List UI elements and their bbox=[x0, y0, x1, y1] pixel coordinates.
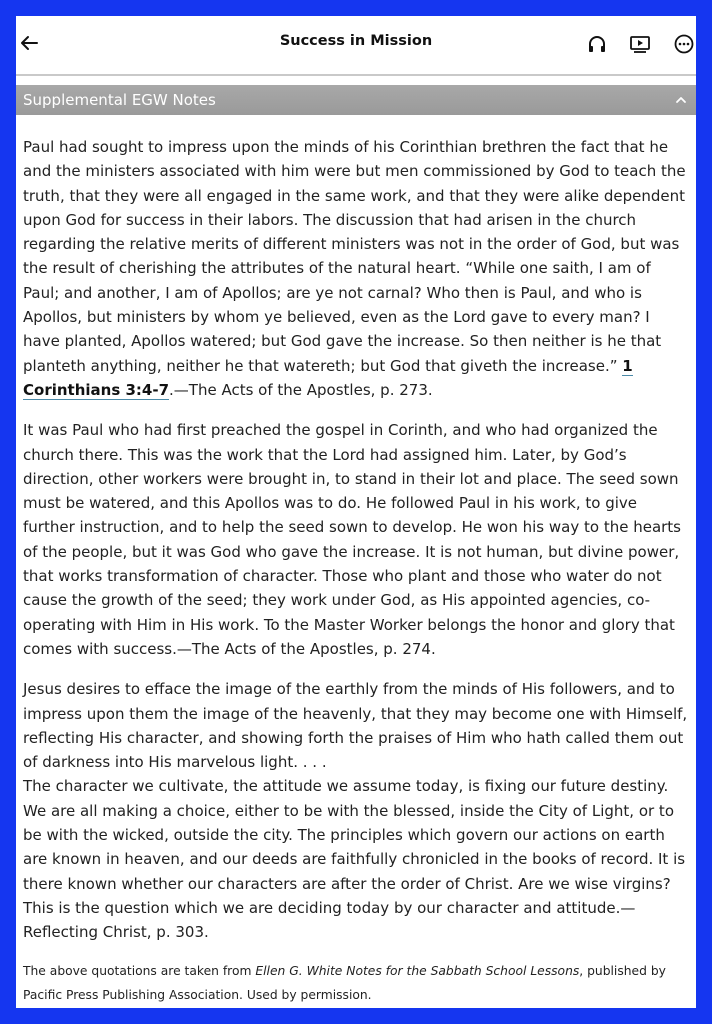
footer-text: , published by Pacific Press Publishing Association. Used by permission. bbox=[23, 963, 666, 1002]
paragraph bbox=[23, 135, 688, 402]
section-header[interactable] bbox=[16, 85, 696, 115]
paragraph: It was Paul who had first preached the gospel in Corinth, and who had organized the church there. This was the work that the Lord had assigned him. Later, by God’s direction, other workers were brought in, to stand in their lot and place. The seed sown must be watered, and this Apollos was to do. He followed Paul in his work, to give further instruction, and to help the seed sown to develop. He won his way to the hearts of the people, but it was God who gave the increase. It is not human, but divine power, that works transformation of character. Those who plant and those who water do not cause the growth of the seed; they work under God, as His appointed agencies, co-operating with Him in His work. To the Master Worker belongs the honor and glory that comes with success.—The Acts of the Apostles, p. 274. bbox=[23, 421, 682, 658]
play-video-icon[interactable] bbox=[629, 33, 651, 55]
paragraph bbox=[23, 677, 688, 944]
chevron-up-icon[interactable] bbox=[674, 93, 688, 107]
header-divider bbox=[16, 74, 696, 76]
paragraph-text: .—The Acts of the Apostles, p. 273. bbox=[169, 380, 433, 399]
page-title: Success in Mission bbox=[279, 33, 433, 49]
paragraph-text: Jesus desires to efface the image of the earthly from the minds of His followers, and to impress upon them the image of the heavenly, that they may become one with Himself, reflecting His character, and showing forth the praises of Him who hath called them out of darkness into His marvelous light. . . . bbox=[23, 680, 688, 772]
top-bar bbox=[16, 16, 696, 72]
copyright-footer bbox=[23, 959, 688, 1007]
bible-reference-link[interactable]: 1 Corinthians 3:4-7 bbox=[23, 356, 633, 399]
more-options-icon[interactable] bbox=[673, 33, 695, 55]
notes-content bbox=[23, 135, 688, 1007]
app-window bbox=[16, 16, 696, 1008]
paragraph-text: Paul had sought to impress upon the minds of his Corinthian brethren the fact that he and the ministers associated with him were but men commissioned by God to teach the truth, that they were all engaged in the same work, and that they were alike dependent upon God for success in their labors. The discussion that had arisen in the church regarding the relative merits of different ministers was not in the order of God, but was the result of cherishing the attributes of the natural heart. “While one saith, I am of Paul; and another, I am of Apollos; are ye not carnal? Who then is Paul, and who is Apollos, but ministers by whom ye believed, even as the Lord gave to every man? I have planted, Apollos watered; but God gave the increase. So then neither is he that planteth anything, neither he that watereth; but God that giveth the increase.” bbox=[23, 138, 686, 375]
paragraph-text: The character we cultivate, the attitude we assume today, is fixing our future destiny. We are all making a choice, either to be with the blessed, inside the City of Light, or to be with the wicked, outside the city. The principles which govern our actions on earth are known in heaven, and our deeds are faithfully chronicled in the books of record. It is there known whether our characters are after the order of Christ. Are we wise virgins? This is the question which we are deciding today by our character and attitude.—Reflecting Christ, p. 303. bbox=[23, 777, 686, 942]
footer-text: The above quotations are taken from bbox=[23, 963, 256, 978]
footer-book-title: Ellen G. White Notes for the Sabbath School Lessons bbox=[255, 963, 580, 978]
headphones-icon[interactable] bbox=[586, 33, 608, 55]
section-title: Supplemental EGW Notes bbox=[23, 91, 216, 109]
